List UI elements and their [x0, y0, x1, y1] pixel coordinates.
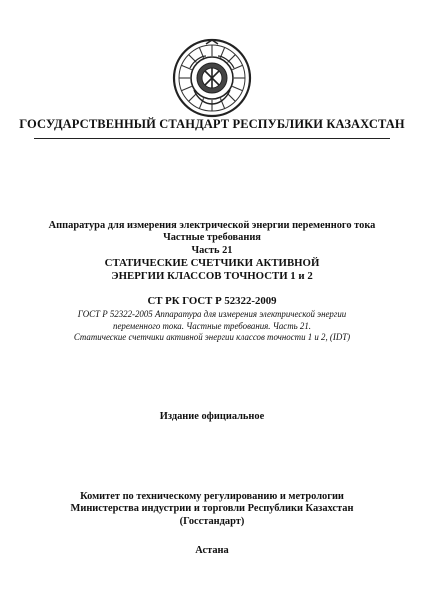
publisher-block — [0, 491, 424, 528]
title-line-accuracy-classes: ЭНЕРГИИ КЛАССОВ ТОЧНОСТИ 1 и 2 — [111, 269, 313, 282]
state-emblem-icon — [172, 38, 252, 118]
standard-designation: СТ РК ГОСТ Р 52322-2009 — [147, 295, 277, 307]
publication-city: Астана — [195, 545, 229, 556]
adoption-note-line-2: переменного тока. Частные требования. Часть 21. — [113, 320, 311, 331]
title-line-equipment: Аппаратура для измерения электрической энергии переменного тока — [48, 220, 376, 231]
adoption-note — [0, 309, 424, 344]
document-title-block — [0, 220, 424, 282]
title-line-part: Часть 21 — [191, 244, 233, 256]
adoption-note-line-3: Статические счетчики активной энергии классов точности 1 и 2, (IDT) — [73, 332, 351, 343]
official-edition-label: Издание официальное — [159, 411, 265, 422]
title-line-particular-requirements: Частные требования — [163, 232, 261, 244]
header-divider — [34, 138, 390, 139]
publisher-line-committee: Комитет по техническому регулированию и метрологии — [80, 491, 344, 502]
standard-header-title: ГОСУДАРСТВЕННЫЙ СТАНДАРТ РЕСПУБЛИКИ КАЗАХСТАН — [19, 117, 405, 131]
publisher-line-ministry: Министерства индустрии и торговли Республики Казахстан — [70, 503, 354, 515]
publisher-line-gosstandart: (Госстандарт) — [179, 515, 245, 527]
adoption-note-line-1: ГОСТ Р 52322-2005 Аппаратура для измерения электрической энергии — [77, 309, 347, 319]
title-line-static-meters: СТАТИЧЕСКИЕ СЧЕТЧИКИ АКТИВНОЙ — [104, 257, 320, 270]
